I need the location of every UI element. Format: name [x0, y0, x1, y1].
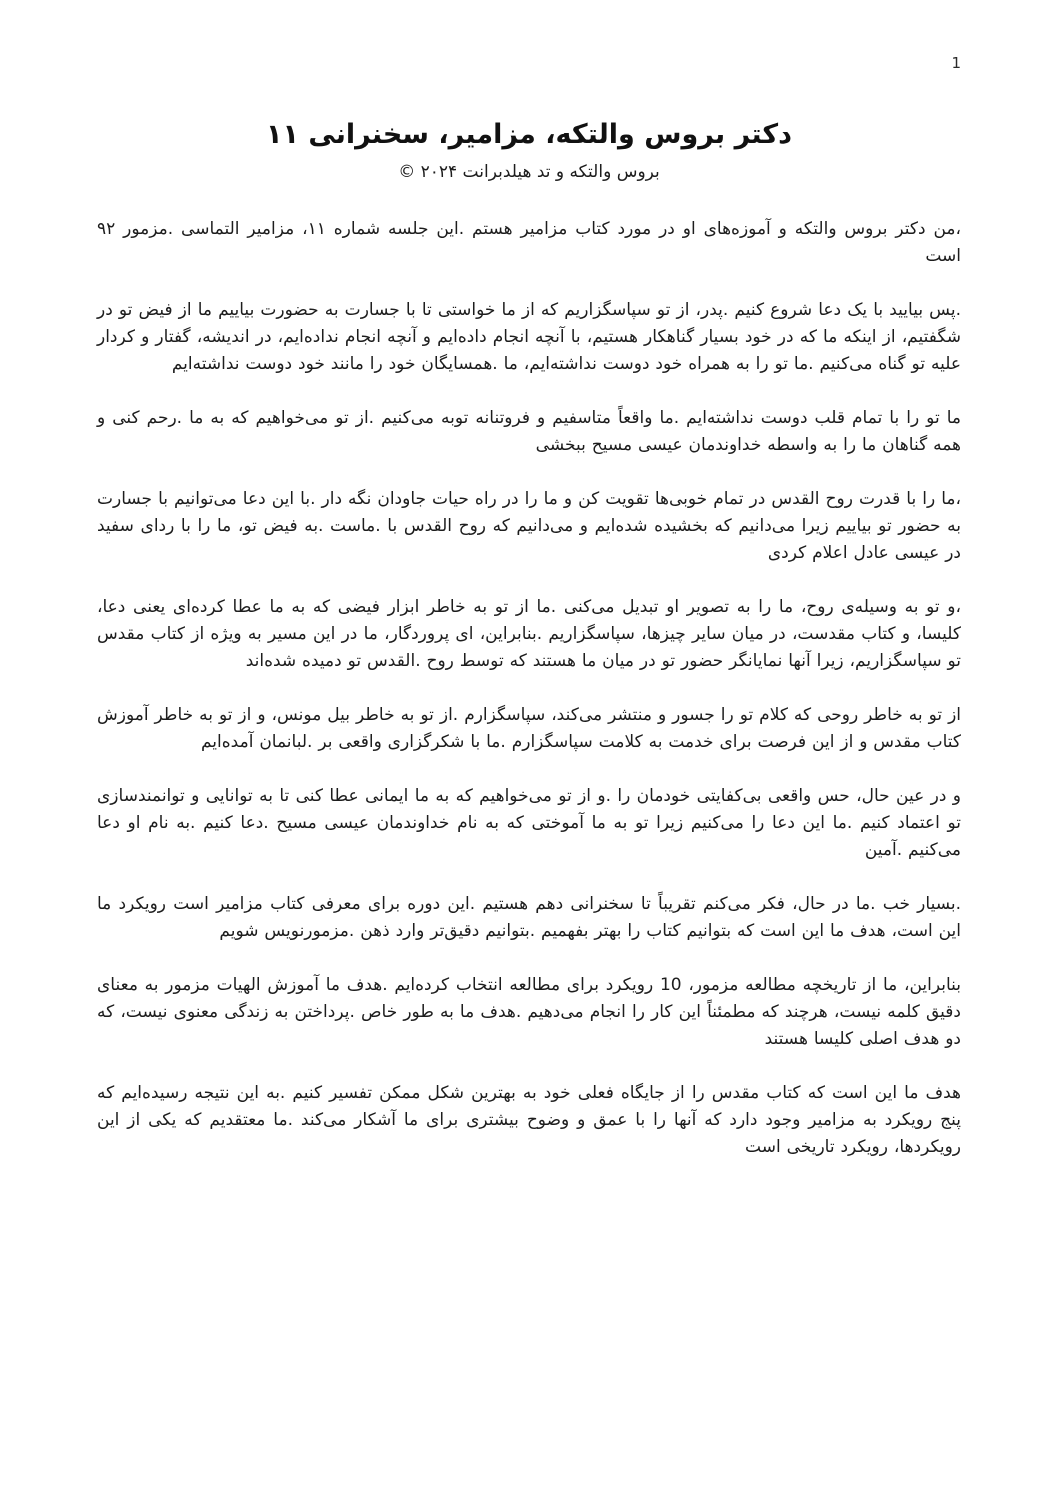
document-subtitle: بروس والتکه و تد هیلدبرانت ۲۰۲۴ ©	[398, 161, 660, 182]
paragraph: .پس بیایید با یک دعا شروع کنیم .پدر، از تو سپاسگزاریم که از ما خواستی تا با جسارت به حضورت بیاییم ما از فیض تو در شگفتیم، از اینکه ما که در خود بسیار گناهکار هستیم، با آنچه انجام داده‌ایم و آنچه انجام نداده‌ایم، در اندیشه، گفتار و کردار علیه تو گناه می‌کنیم .ما تو را به همراه خود دوست نداشته‌ایم، ما .همسایگان خود را مانند خود دوست نداشته‌ایم	[97, 299, 961, 374]
paragraph: بنابراین، ما از تاریخچه مطالعه مزمور، 10 رویکرد برای مطالعه انتخاب کرده‌ایم .هدف ما آموزش الهیات مزمور به معنای دقیق کلمه نیست، هرچند که مطمئناً این کار را انجام می‌دهیم .هدف ما به طور خاص .پرداختن به زندگی معنوی نیست، که دو هدف اصلی کلیسا هستند	[97, 974, 962, 1049]
paragraph: از تو به خاطر روحی که کلام تو را جسور و منتشر می‌کند، سپاسگزارم .از تو به خاطر بیل مونس، و از تو به خاطر آموزش کتاب مقدس و از این فرصت برای خدمت به کلامت سپاسگزارم .ما با شکرگزاری واقعی بر .لبانمان آمده‌ایم	[97, 704, 961, 752]
paragraph: ،من دکتر بروس والتکه و آموزه‌های او در مورد کتاب مزامیر هستم .این جلسه شماره ۱۱، مزامیر التماسی .مزمور ۹۲ است	[97, 218, 961, 266]
page-number: 1	[951, 54, 961, 72]
paragraph: ،و تو به وسیله‌ی روح، ما را به تصویر او تبدیل می‌کنی .ما از تو به خاطر ابزار فیضی که به ما عطا کرده‌ای یعنی دعا، کلیسا، و کتاب مقدست، در میان سایر چیزها، سپاسگزاریم .بنابراین، ای پروردگار، ما در این مسیر به ویژه از کتاب مقدس تو سپاسگزاریم، زیرا آنها نمایانگر حضور تو در میان ما هستند که توسط روح .القدس تو دمیده شده‌اند	[97, 596, 961, 671]
paragraph: هدف ما این است که کتاب مقدس را از جایگاه فعلی خود به بهترین شکل ممکن تفسیر کنیم .به این نتیجه رسیده‌ایم که پنج رویکرد به مزامیر وجود دارد که آنها را با عمق و وضوح بیشتری برای ما آشکار می‌کند .ما معتقدیم که یکی از این رویکردها، رویکرد تاریخی است	[97, 1082, 961, 1157]
paragraph: ،ما را با قدرت روح القدس در تمام خوبی‌ها تقویت کن و ما را در راه حیات جاودان نگه دار .با این دعا می‌توانیم با جسارت به حضور تو بیاییم زیرا می‌دانیم که بخشیده شده‌ایم و می‌دانیم که روح القدس با .ماست .به فیض تو، ما را با ردای سفید در عیسی عادل اعلام کردی	[97, 488, 961, 563]
document-title: دکتر بروس والتکه، مزامیر، سخنرانی ۱۱	[266, 119, 792, 150]
document-body	[97, 216, 961, 1161]
paragraph: .بسیار خب .ما در حال، فکر می‌کنم تقریباً تا سخنرانی دهم هستیم .این دوره برای معرفی کتاب مزامیر است رویکرد ما این است، هدف ما این است که بتوانیم کتاب را بهتر بفهمیم .بتوانیم دقیق‌تر وارد ذهن .مزمورنویس شویم	[97, 893, 961, 941]
paragraph: ما تو را با تمام قلب دوست نداشته‌ایم .ما واقعاً متاسفیم و فروتنانه توبه می‌کنیم .از تو می‌خواهیم که به ما .رحم کنی و همه گناهان ما را به واسطه خداوندمان عیسی مسیح ببخشی	[97, 407, 961, 455]
paragraph: و در عین حال، حس واقعی بی‌کفایتی خودمان را .و از تو می‌خواهیم که به ما ایمانی عطا کنی تا به توانایی و توانمندسازی تو اعتماد کنیم .ما این دعا را می‌کنیم زیرا تو به ما آموختی که به نام خداوندمان عیسی مسیح .دعا کنیم .به نام او دعا می‌کنیم .آمین	[97, 785, 961, 860]
